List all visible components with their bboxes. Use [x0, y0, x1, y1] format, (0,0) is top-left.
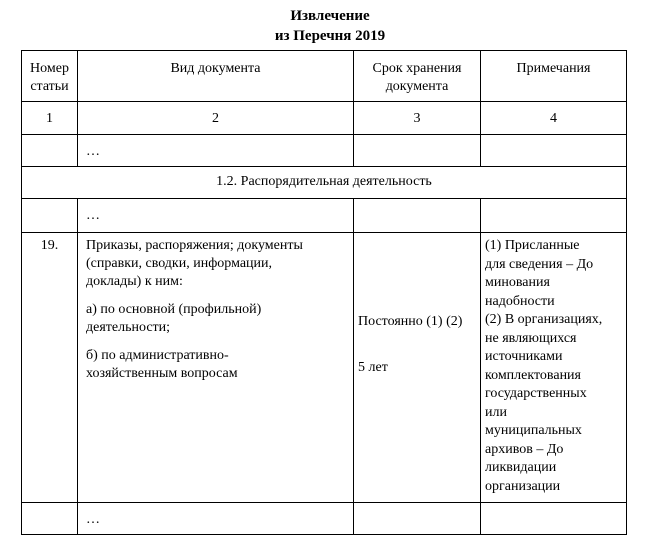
- ellipsis-text: …: [78, 199, 354, 233]
- column-number-3: 3: [354, 102, 481, 135]
- ellipsis-text: …: [78, 135, 354, 167]
- header-row: [22, 51, 627, 102]
- column-number-2: 2: [78, 102, 354, 135]
- article-retention-term: [354, 233, 481, 503]
- ellipsis-text: …: [78, 503, 354, 535]
- article-notes: (1) Присланные для сведения – До минования надобности (2) В организациях, не являющихся источниками комплектования государственных или муниципальных архивов – До ликвидации организации: [481, 233, 627, 503]
- retention-table: [21, 50, 627, 535]
- header-doc-type: Вид документа: [78, 51, 354, 102]
- header-num: Номер статьи: [22, 51, 78, 102]
- article-item-b: б) по административно-: [86, 348, 229, 363]
- article-number: 19.: [22, 233, 78, 503]
- article-row: [22, 233, 627, 503]
- document-subtitle: из Перечня 2019: [274, 28, 386, 44]
- ellipsis-row: [22, 199, 627, 233]
- article-item-a: а) по основной (профильной): [86, 302, 262, 317]
- ellipsis-row: [22, 503, 627, 535]
- term-item-a: Постоянно (1) (2): [358, 314, 463, 329]
- term-item-b: 5 лет: [358, 360, 388, 375]
- header-retention-term: Срок хранения документа: [354, 51, 481, 102]
- column-number-4: 4: [481, 102, 627, 135]
- ellipsis-row: [22, 135, 627, 167]
- header-notes: Примечания: [481, 51, 627, 102]
- article-document-type: Приказы, распоряжения; документы (справки, сводки, информации, доклады) к ним: а) по основной (профильной) деятельности; б) по административно- хозяйственным вопросам: [78, 233, 354, 503]
- section-title: 1.2. Распорядительная деятельность: [22, 167, 627, 199]
- section-row: [22, 167, 627, 199]
- column-number-row: [22, 102, 627, 135]
- column-number-1: 1: [22, 102, 78, 135]
- document-title: Извлечение: [290, 8, 370, 24]
